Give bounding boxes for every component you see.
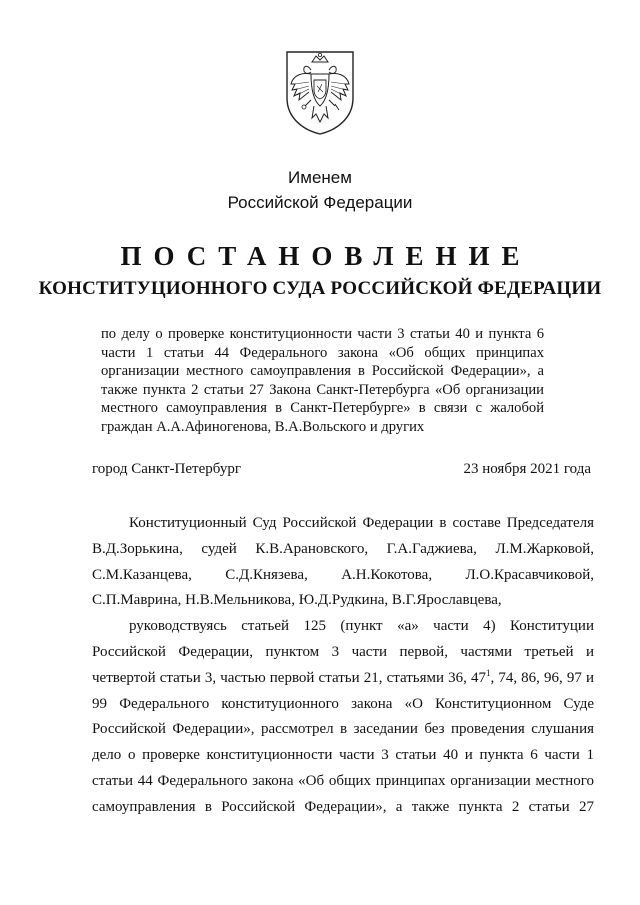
body-line: статьи 44 Федерального закона «Об общих принципах организации местного (92, 772, 594, 789)
header-line-2: Российской Федерации (227, 193, 413, 212)
date: 23 ноября 2021 года (463, 461, 591, 477)
body-line: руководствуясь статьей 125 (пункт «а» части 4) Конституции (129, 618, 594, 635)
document-body (92, 511, 594, 821)
body-line: С.П.Маврина, Н.В.Мельникова, Ю.Д.Рудкина, В.Г.Ярославцева, (92, 592, 502, 609)
body-line: Российской Федерации», рассмотрел в заседании без проведения слушания (92, 721, 594, 738)
document-subtitle: КОНСТИТУЦИОННОГО СУДА РОССИЙСКОЙ ФЕДЕРАЦИИ (38, 278, 602, 299)
place: город Санкт-Петербург (92, 461, 241, 477)
case-line: местного самоуправления в Санкт-Петербурге» в связи с жалобой (101, 400, 544, 416)
coat-of-arms-icon (281, 48, 359, 136)
body-line: Российской Федерации, пунктом 3 части первой, частями третьей и (92, 643, 594, 660)
case-line: граждан А.А.Афиногенова, В.А.Вольского и других (101, 418, 425, 435)
case-line: также пункта 2 статьи 27 Закона Санкт-Петербурга «Об организации (101, 381, 544, 398)
body-line: дело о проверке конституционности части 3 статьи 40 и пункта 6 части 1 (92, 747, 594, 764)
body-line: С.М.Казанцева, С.Д.Князева, А.Н.Кокотова, Л.О.Красавчиковой, (92, 566, 594, 583)
case-line: части 1 статьи 44 Федерального закона «Об общих принципах (101, 344, 544, 361)
superscript: 1 (486, 667, 491, 678)
body-line: В.Д.Зорькина, судей К.В.Арановского, Г.А.Гаджиева, Л.М.Жарковой, (92, 540, 594, 557)
case-line: по делу о проверке конституционности части 3 статьи 40 и пункта 6 (101, 326, 544, 342)
body-text: , 74, 86, 96, 97 и (490, 669, 594, 686)
header-line-1: Именем (288, 168, 352, 187)
case-description (101, 325, 544, 436)
body-line: Конституционный Суд Российской Федерации в составе Председателя (129, 515, 594, 531)
body-line (92, 666, 594, 692)
body-text: четвертой статьи 3, частью первой статьи 21, статьями 36, 47 (92, 669, 486, 686)
document-title: ПОСТАНОВЛЕНИЕ (120, 241, 532, 271)
body-line: 99 Федерального конституционного закона «О Конституционном Суде (92, 695, 594, 712)
case-line: организации местного самоуправления в Российской Федерации», а (101, 363, 544, 379)
body-line: самоуправления в Российской Федерации», а также пункта 2 статьи 27 (92, 798, 594, 815)
